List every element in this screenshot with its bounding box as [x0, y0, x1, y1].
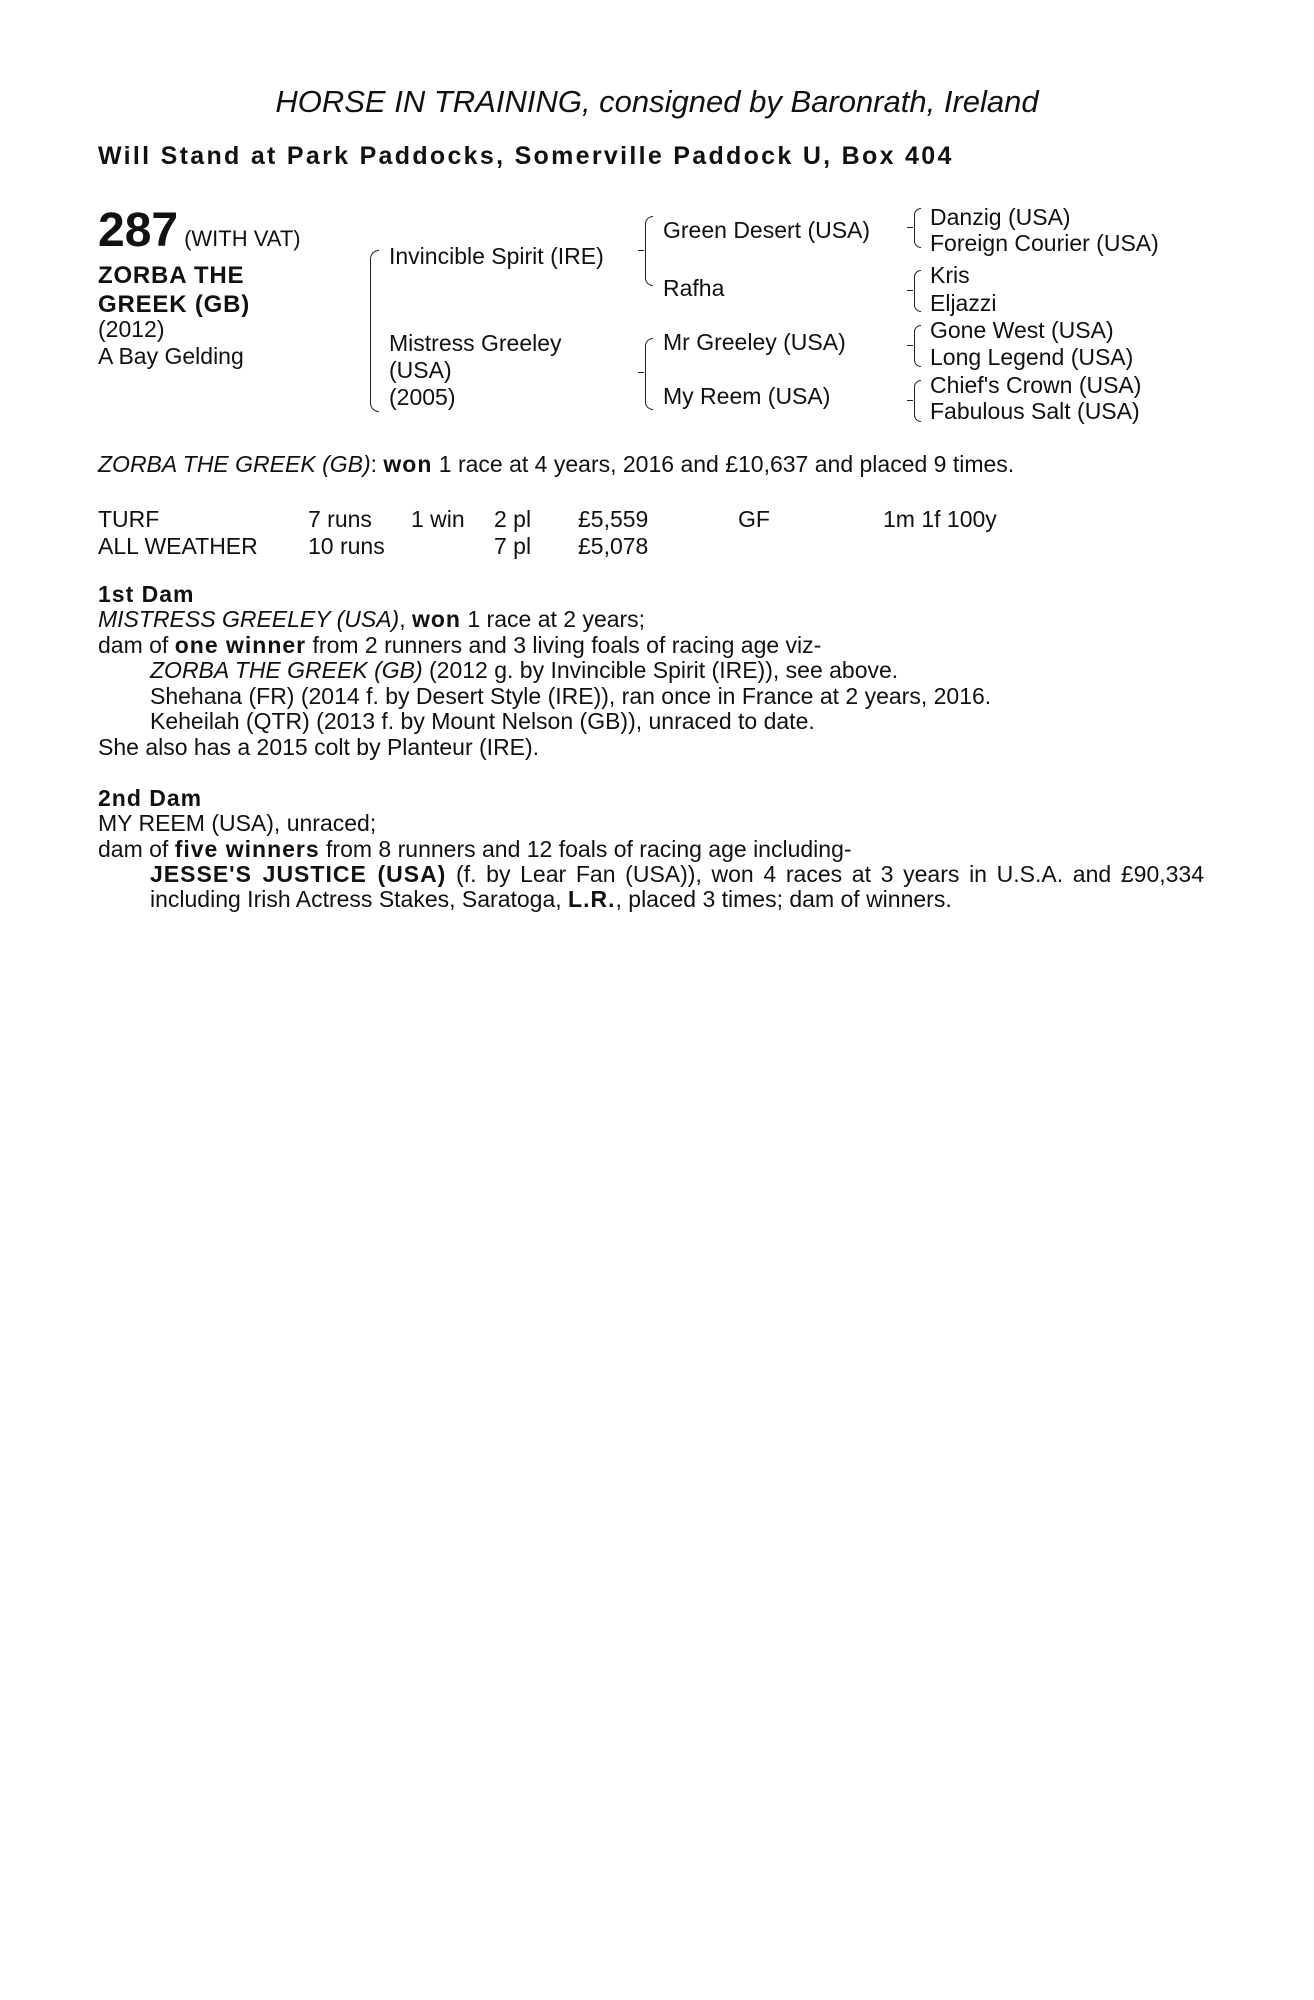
- produce-entry: Keheilah (QTR) (2013 f. by Mount Nelson (GB)), unraced to date.: [150, 708, 815, 734]
- dam1-line: MISTRESS GREELEY (USA), won 1 race at 2 years;: [98, 606, 646, 632]
- section-heading: 1st Dam: [98, 581, 195, 607]
- produce-entry: ZORBA THE GREEK (GB) (2012 g. by Invincible Spirit (IRE)), see above.: [150, 657, 899, 683]
- dam2-line: MY REEM (USA), unraced;: [98, 810, 377, 836]
- pedigree-sd: Rafha: [663, 275, 725, 301]
- dam2-produce: dam of five winners from 8 runners and 12 foals of racing age including-: [98, 836, 852, 862]
- produce-note: She also has a 2015 colt by Planteur (IRE).: [98, 734, 540, 760]
- pedigree-dsd: Long Legend (USA): [930, 344, 1134, 370]
- produce-entry: JESSE'S JUSTICE (USA) (f. by Lear Fan (USA)), won 4 races at 3 years in U.S.A. and £90,334 including Irish Actress Stakes, Saratoga, L.R., placed 3 times; dam of winners.: [150, 861, 1204, 913]
- pedigree-sire: Invincible Spirit (IRE): [389, 243, 604, 269]
- bracket-dam: [645, 338, 653, 410]
- section-heading: 2nd Dam: [98, 785, 203, 811]
- race-record-table: [98, 506, 997, 560]
- pedigree-ssd: Foreign Courier (USA): [930, 230, 1159, 256]
- bracket-sire: [645, 216, 653, 286]
- lot-header: [98, 203, 301, 258]
- stand-location: Will Stand at Park Paddocks, Somerville Paddock U, Box 404: [98, 142, 954, 170]
- horse-name: ZORBA THE GREEK (GB): [98, 262, 250, 318]
- pedigree-ss: Green Desert (USA): [663, 217, 871, 243]
- pedigree-dss: Gone West (USA): [930, 317, 1114, 343]
- pedigree-sdd: Eljazzi: [930, 290, 997, 316]
- pedigree-dds: Chief's Crown (USA): [930, 372, 1142, 398]
- lot-number: 287: [98, 204, 179, 257]
- race-summary: ZORBA THE GREEK (GB): won 1 race at 4 years, 2016 and £10,637 and placed 9 times.: [98, 451, 1015, 477]
- vat-note: (WITH VAT): [184, 226, 301, 251]
- horse-description: A Bay Gelding: [98, 343, 244, 369]
- table-row: TURF 7 runs 1 win 2 pl £5,559 GF 1m 1f 100y: [98, 506, 997, 532]
- table-row: ALL WEATHER 10 runs 7 pl £5,078: [98, 533, 649, 559]
- consignment-line: HORSE IN TRAINING, consigned by Baronrath, Ireland: [275, 84, 1039, 119]
- pedigree-dam: Mistress Greeley (USA) (2005): [389, 330, 562, 410]
- pedigree-sds: Kris: [930, 262, 970, 288]
- foaling-year: (2012): [98, 316, 165, 342]
- dam1-produce: dam of one winner from 2 runners and 3 living foals of racing age viz-: [98, 632, 822, 658]
- horse-info: [98, 316, 244, 370]
- pedigree-sss: Danzig (USA): [930, 204, 1071, 230]
- pedigree-ds: Mr Greeley (USA): [663, 329, 846, 355]
- produce-entry: Shehana (FR) (2014 f. by Desert Style (IRE)), ran once in France at 2 years, 2016.: [150, 683, 992, 709]
- bracket-gen1: [370, 250, 379, 412]
- pedigree-ddd: Fabulous Salt (USA): [930, 398, 1140, 424]
- pedigree-dd: My Reem (USA): [663, 383, 831, 409]
